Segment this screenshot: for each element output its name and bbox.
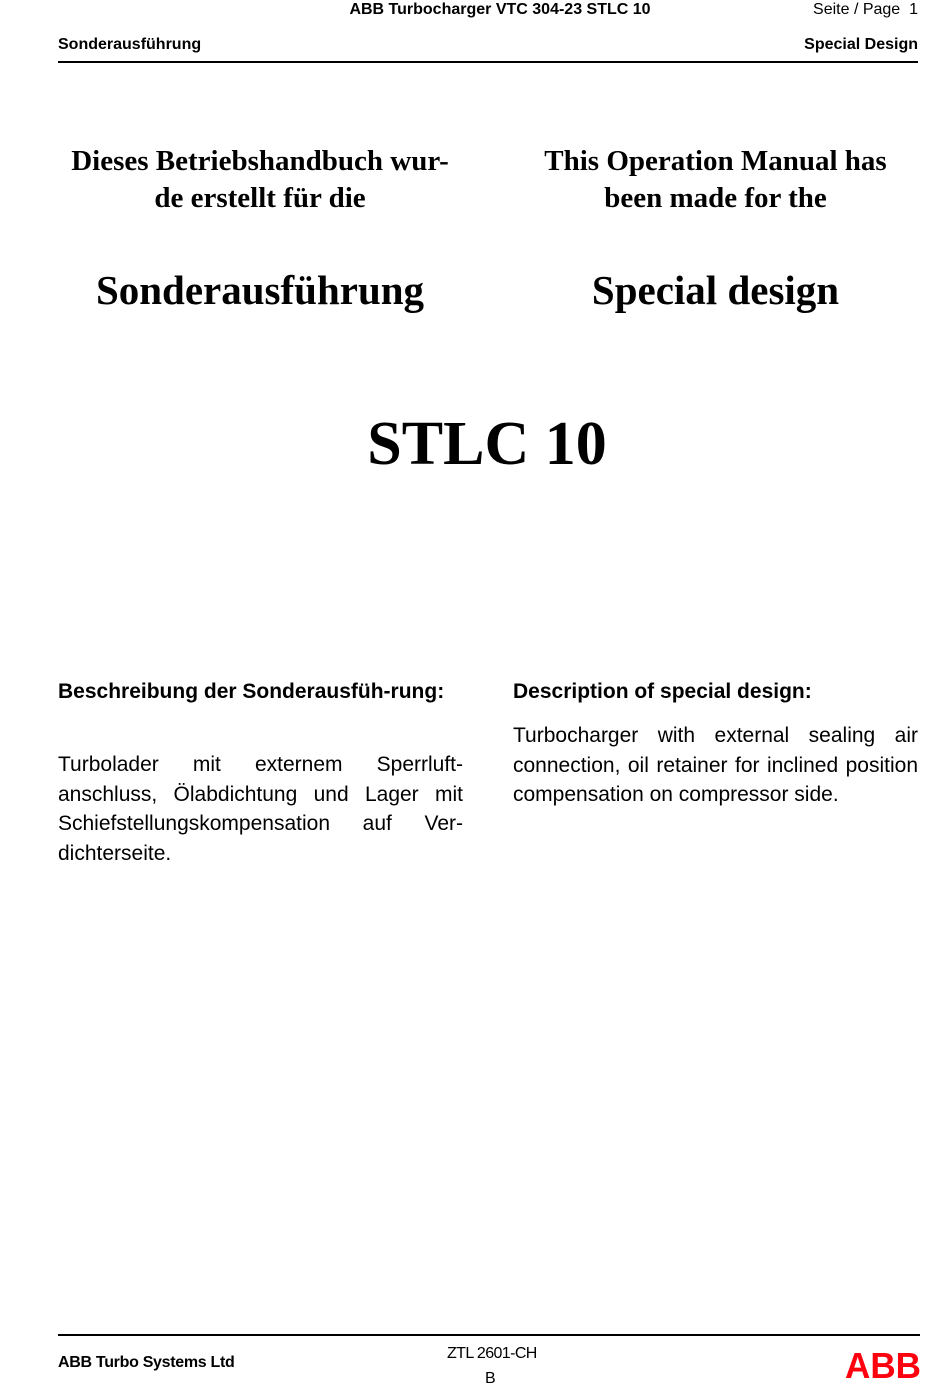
description-heading-en: Description of special design: [513,680,812,703]
abb-logo [844,1348,922,1379]
design-title-en: Special design [591,267,840,313]
model-designation: STLC 10 [367,410,607,478]
header-title: ABB Turbocharger VTC 304-23 STLC 10 [349,1,651,18]
design-title-de: Sonderausführung [95,267,425,313]
footer-company: ABB Turbo Systems Ltd [58,1354,235,1371]
intro-text-de: Dieses Betriebshandbuch wur-de erstellt für die [71,145,449,214]
page-number: Seite / Page 1 [813,1,918,18]
footer-doc-code: ZTL 2601-CH [447,1345,537,1362]
header-divider [58,61,918,63]
header-section-en: Special Design [804,36,918,53]
svg-text:ABB: ABB [845,1348,921,1379]
description-body-en: Turbocharger with external sealing air connection, oil retainer for inclined position compensation on compressor side. [513,724,918,806]
footer-divider [58,1334,920,1336]
footer-revision: B [485,1370,496,1387]
description-heading-de: Beschreibung der Sonderausfüh-rung: [58,680,445,703]
description-body-de: Turbolader mit externem Sperrluft-anschluss, Ölabdichtung und Lager mit Schiefstellungskompensation auf Ver-dichterseite. [58,753,463,865]
intro-text-en: This Operation Manual has been made for the [544,145,887,214]
header-section-de: Sonderausführung [58,36,202,53]
